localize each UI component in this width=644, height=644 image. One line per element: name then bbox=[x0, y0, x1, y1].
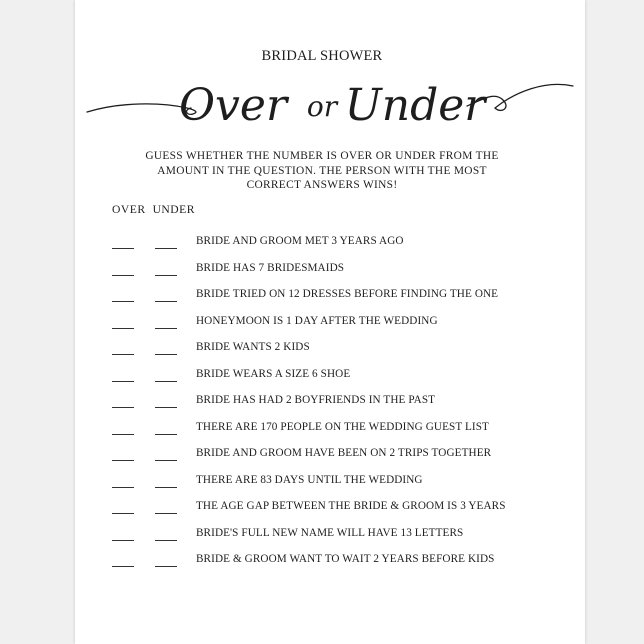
question-row bbox=[112, 288, 532, 315]
question-row bbox=[112, 341, 532, 368]
question-text: THE AGE GAP BETWEEN THE BRIDE & GROOM IS 3 YEARS bbox=[196, 500, 506, 512]
over-answer-blank[interactable] bbox=[112, 328, 134, 329]
question-row bbox=[112, 527, 532, 554]
question-row bbox=[112, 235, 532, 262]
over-answer-blank[interactable] bbox=[112, 354, 134, 355]
under-answer-blank[interactable] bbox=[155, 301, 177, 302]
under-answer-blank[interactable] bbox=[155, 407, 177, 408]
question-row bbox=[112, 368, 532, 395]
over-answer-blank[interactable] bbox=[112, 434, 134, 435]
column-headers bbox=[112, 203, 202, 216]
under-answer-blank[interactable] bbox=[155, 434, 177, 435]
bridal-shower-subtitle: BRIDAL SHOWER bbox=[261, 48, 383, 64]
under-answer-blank[interactable] bbox=[155, 566, 177, 567]
question-row bbox=[112, 421, 532, 448]
under-answer-blank[interactable] bbox=[155, 381, 177, 382]
question-row bbox=[112, 500, 532, 527]
question-text: BRIDE WEARS A SIZE 6 SHOE bbox=[196, 367, 351, 380]
column-header-under: UNDER bbox=[152, 203, 195, 216]
question-row bbox=[112, 262, 532, 289]
title-word-over: Over bbox=[178, 80, 288, 131]
question-text: BRIDE WANTS 2 KIDS bbox=[196, 341, 310, 353]
under-answer-blank[interactable] bbox=[155, 513, 177, 514]
question-text: THERE ARE 170 PEOPLE ON THE WEDDING GUEST LIST bbox=[196, 420, 489, 433]
over-answer-blank[interactable] bbox=[112, 460, 134, 461]
question-text: BRIDE TRIED ON 12 DRESSES BEFORE FINDING THE ONE bbox=[196, 288, 499, 300]
title-word-under: Under bbox=[344, 80, 486, 131]
over-answer-blank[interactable] bbox=[112, 248, 134, 249]
question-text: BRIDE AND GROOM HAVE BEEN ON 2 TRIPS TOGETHER bbox=[196, 447, 492, 459]
under-answer-blank[interactable] bbox=[155, 487, 177, 488]
under-answer-blank[interactable] bbox=[155, 540, 177, 541]
question-row bbox=[112, 447, 532, 474]
question-row bbox=[112, 553, 532, 580]
question-row bbox=[112, 394, 532, 421]
under-answer-blank[interactable] bbox=[155, 275, 177, 276]
question-text: BRIDE HAS HAD 2 BOYFRIENDS IN THE PAST bbox=[196, 394, 436, 406]
question-text: BRIDE & GROOM WANT TO WAIT 2 YEARS BEFORE KIDS bbox=[196, 553, 495, 565]
over-answer-blank[interactable] bbox=[112, 566, 134, 567]
question-row bbox=[112, 474, 532, 501]
question-list bbox=[112, 235, 532, 580]
over-answer-blank[interactable] bbox=[112, 487, 134, 488]
under-answer-blank[interactable] bbox=[155, 354, 177, 355]
question-row bbox=[112, 315, 532, 342]
over-answer-blank[interactable] bbox=[112, 301, 134, 302]
over-answer-blank[interactable] bbox=[112, 540, 134, 541]
title-word-or: or bbox=[306, 90, 338, 123]
over-answer-blank[interactable] bbox=[112, 275, 134, 276]
question-text: BRIDE HAS 7 BRIDESMAIDS bbox=[196, 261, 345, 274]
question-text: BRIDE'S FULL NEW NAME WILL HAVE 13 LETTERS bbox=[196, 526, 464, 539]
under-answer-blank[interactable] bbox=[155, 460, 177, 461]
column-header-over: OVER bbox=[112, 203, 146, 216]
over-answer-blank[interactable] bbox=[112, 513, 134, 514]
question-text: THERE ARE 83 DAYS UNTIL THE WEDDING bbox=[196, 473, 423, 486]
question-text: BRIDE AND GROOM MET 3 YEARS AGO bbox=[196, 235, 404, 247]
under-answer-blank[interactable] bbox=[155, 328, 177, 329]
under-answer-blank[interactable] bbox=[155, 248, 177, 249]
over-or-under-script-title bbox=[75, 70, 585, 142]
game-instructions: GUESS WHETHER THE NUMBER IS OVER OR UNDER FROM THE AMOUNT IN THE QUESTION. THE PERSON WITH THE MOST CORRECT ANSWERS WINS! bbox=[145, 150, 499, 191]
question-text: HONEYMOON IS 1 DAY AFTER THE WEDDING bbox=[196, 314, 438, 327]
over-answer-blank[interactable] bbox=[112, 407, 134, 408]
over-answer-blank[interactable] bbox=[112, 381, 134, 382]
